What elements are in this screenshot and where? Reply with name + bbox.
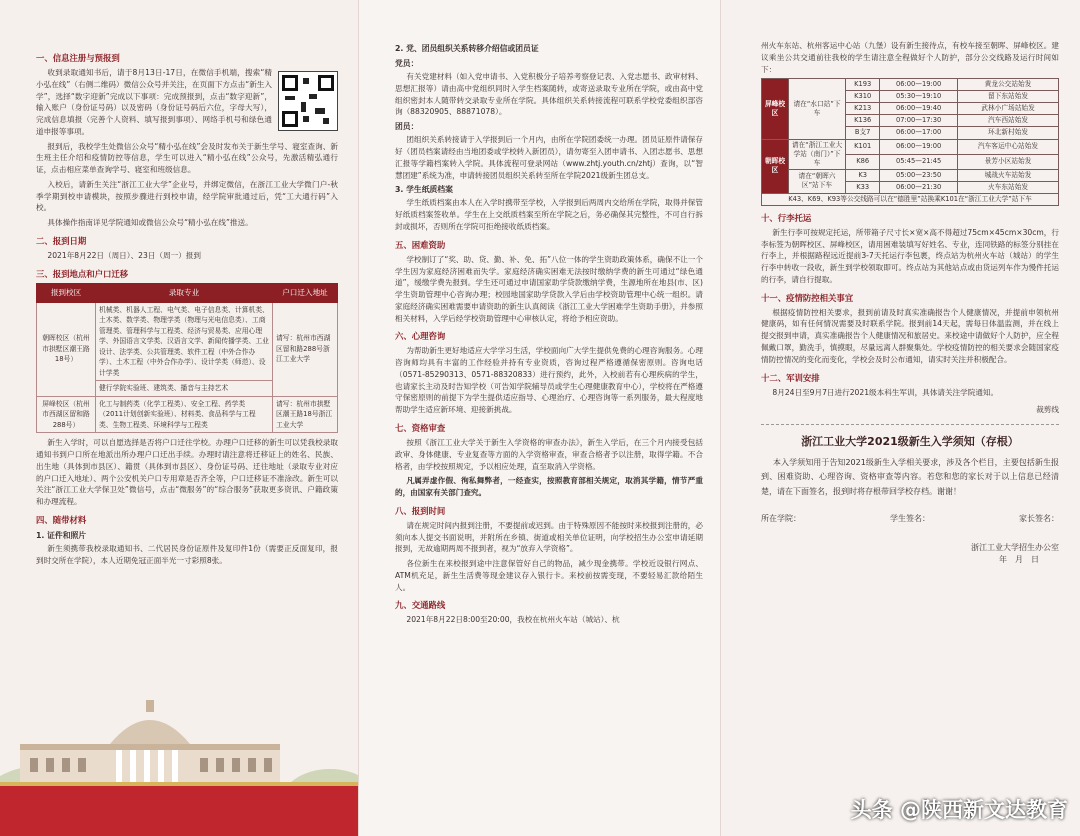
campus-cell: 朝晖校区 [762,139,789,193]
time-cell: 05:45—21:45 [880,154,958,169]
time-cell: 05:00—23:50 [880,169,958,181]
route-cell: K3 [846,169,880,181]
parent-signature-field[interactable]: 家长签名： [1019,514,1059,524]
campus-cell: 屏峰校区 [762,79,789,139]
counseling-paragraph: 为帮助新生更好地适应大学学习生活，学校面向广大学生提供免费的心理咨询服务。心理咨询师均具有丰富的工作经验并持有专业资质，咨询过程严格遵循保密原则。咨询电话（0571-85290313、0571-88320833）进行预约，此外，入校前若有心理疾病的学生，也请家长主动及时告知学校（可告知学院辅导员或学生心理健康教育中心），学校将在严格遵守保密原则的前提下为学生提供适应指导、心理治疗、心理咨询等一系列服务，最大程度地帮助学生适应新环境、迎接新挑战。 [395,346,703,415]
transfer-note-cell: K43、K69、K93等公交线路可以在“德胜里”站换乘K101在“浙江工业大学”站下车 [762,193,1059,205]
campus-building-illustration [0,686,358,836]
military-training-paragraph: 8月24日至9月7日进行2021级本科生军训，具体请关注学院通知。 [772,387,999,397]
table-header-majors: 录取专业 [96,283,273,302]
station-cell: 请在“朝晖六区”站下车 [789,169,846,193]
origin-cell: 汽车西站始发 [958,115,1059,127]
campus-majors-table [36,283,338,434]
table-cell-campus: 朝晖校区（杭州市拱墅区潮王路18号） [37,302,96,396]
time-cell: 06:00—19:00 [880,139,958,154]
section-title-materials: 四、随带材料 [36,514,87,525]
station-cell: 请在“水口站”下车 [789,79,846,139]
time-cell: 06:00—17:00 [880,127,958,139]
time-cell: 06:00—19:40 [880,103,958,115]
qualification-warning: 凡属弄虚作假、徇私舞弊者，一经查实，按照教育部相关规定，取消其学籍，情节严重的，由国家有关部门查究。 [395,476,703,498]
route-cell: K101 [846,139,880,154]
table-row [762,139,1059,154]
report-time-paragraph-1: 请在规定时间内报到注册，不要提前或迟到。由于特殊原因不能按时来校报到注册的，必须向本人提交书面说明，并附所在乡镇、街道或相关单位证明，向学校招生办公室申请延期报到，无故逾期两周不报到者，视为“放弃入学资格”。 [395,520,703,554]
table-cell-address: 请写：杭州市拱墅区潮王路18号浙江工业大学 [273,396,338,433]
route-cell: K213 [846,103,880,115]
signature-row [761,513,1059,525]
section-title-date: 二、报到日期 [36,235,87,246]
epidemic-paragraph: 根据疫情防控相关要求，报到前请及时真实准确报告个人健康情况，并提前申领杭州健康码，如有任何情况需要及时联系学院。报到前14天起，需每日体温监测，并在线上提交报到申请，真实准确报告个人健康情况和旅居史。来校途中请做好个人防护，应全程佩戴口罩，勤洗手，慎摸眼，尽量远离人群聚集处。学校疫情防控的相关要求会随国家疫情防控情况的变化而变化，学校会及时公布通知，请实时关注并积极配合。 [761,307,1059,364]
time-cell: 05:30—19:10 [880,91,958,103]
qualification-paragraph: 按照《浙江工业大学关于新生入学资格的审查办法》，新生入学后，在三个月内接受包括政审、身体健康、专业复查等方面的入学资格审查，审查合格者予以注册，取得学籍。不合格者，由学校按照规定，予以相应处理，直至取消入学资格。 [395,437,703,471]
registration-paragraph-2: 报到后，我校学生处微信公众号“精小弘在线”会及时发布关于新生学号、寝室查询、新生班主任介绍和疫情防控等信息，学生可以进入“精小弘在线”公众号，先激活精弘通行证，点击相应菜单查询学号、寝室和班级信息。 [36,141,338,175]
report-date-text: 2021年8月22日（周日）、23日（周一）报到 [47,250,201,260]
party-league-subtitle: 2. 党、团员组织关系转移介绍信或团员证 [395,44,539,53]
origin-cell: 黄龙公交站始发 [958,79,1059,91]
registration-paragraph-4: 具体操作指南详见学院通知或微信公众号“精小弘在线”推送。 [47,218,253,228]
route-cell: K33 [846,181,880,193]
table-cell-majors: 化工与制药类（化学工程类）、安全工程、药学类（2011计划创新实验班）、材料类、食品科学与工程类、生物工程类、环境科学与工程类 [96,396,273,433]
time-cell: 07:00—17:30 [880,115,958,127]
table-row [762,169,1059,181]
route-cell: K136 [846,115,880,127]
time-cell: 06:00—21:30 [880,181,958,193]
student-signature-field[interactable]: 学生签名： [890,514,930,524]
table-row [37,396,338,433]
watermark-text: 头条 @陕西新文达教育 [850,798,1068,822]
stub-title: 浙江工业大学2021级新生入学须知（存根） [801,435,1019,449]
student-file-paragraph: 学生纸质档案由本人在入学时携带至学校，入学报到后两周内交给所在学院，取得并保管好纸质档案签收单。学生在上交纸质档案至所在学院之后，务必确保其完整性，不可自行拆封或损坏，否则所在学院可拒绝接收纸质档案。 [395,198,703,231]
league-paragraph: 团组织关系转接请于入学报到后一个月内，由所在学院团委统一办理。团员证原件请保存好（团员档案请经由当地团委或学校转入新团员），请勿寄至入团申请书、入团志愿书、思想汇报等学籍档案转入学院。具体流程可登录网站（www.zhtj.youth.cn/zhtj）查询，以“智慧团建”系统为准，申请转接团员组织关系转至所在学院2021级新生团总支。 [395,135,703,180]
section-title-registration: 一、信息注册与预报到 [36,53,120,63]
time-cell: 06:00—19:00 [880,79,958,91]
party-label: 党员： [395,59,419,69]
table-cell-address: 请写：杭州市西湖区留和路288号浙江工业大学 [273,302,338,396]
section-title-qualification: 七、资格审查 [395,422,446,433]
origin-cell: 武林小广场站始发 [958,103,1059,115]
table-cell-majors: 健行学院实验班、建筑类、播音与主持艺术 [96,381,273,397]
materials-paragraph: 新生须携带我校录取通知书、二代居民身份证原件及复印件1份（需要正反面复印，报到时交所在学院），本人近期免冠正面半光一寸彩照8张。 [36,544,338,565]
route-cell: K86 [846,154,880,169]
section-title-counseling: 六、心理咨询 [395,331,446,342]
origin-cell: 景芳小区站始发 [958,154,1059,169]
column-left [0,0,358,836]
student-file-subtitle: 3. 学生纸质档案 [395,185,453,195]
route-cell: B支7 [846,127,880,139]
table-row [762,193,1059,205]
issuer-name: 浙江工业大学招生办公室 [971,542,1059,552]
household-migration-paragraph: 新生入学时，可以自愿选择是否将户口迁往学校。办理户口迁移的新生可以凭我校录取通知书到户口所在地派出所办理户口迁出手续。办理时请注意将迁移证上的姓名、民族、出生地（具体到市县区）、籍贯（具体到市县区）、身份证号码、迁往地址（录取专业对应的户口迁入地址）、两个公安机关户口专用章是否齐全等，户口迁移证不准涂改。新生可以关注“浙江工业大学保卫处”微信号，点击“微服务”的“综合服务”获取更多资讯、户籍政策和办理流程。 [36,438,338,507]
league-label: 团员： [395,122,419,132]
transport-continued-paragraph: 州火车东站、杭州客运中心站（九堡）设有新生接待点，有校车接至朝晖、屏峰校区。建议乘坐公共交通前往我校的学生请注意全程做好个人防护，部分公交线路及运行时间如下： [761,41,1059,74]
registration-paragraph-3: 入校后，请新生关注“浙江工业大学”企业号，并绑定微信，在浙江工业大学微门户-秋季学期到校申请模块，按照步骤进行到校申请，经学院审批通过后，凭“工大通行码”入校。 [36,179,338,213]
section-title-luggage: 十、行李托运 [761,212,812,223]
origin-cell: 火车东站始发 [958,181,1059,193]
section-title-location: 三、报到地点和户口迁移 [36,268,129,279]
table-header-campus: 报到校区 [37,283,96,302]
origin-cell: 环北新村始发 [958,127,1059,139]
section-title-report-time: 八、报到时间 [395,505,446,516]
materials-subtitle: 1. 证件和照片 [36,530,87,540]
registration-paragraph-1: 收到录取通知书后，请于8月13日-17日，在微信手机端，搜索“精小弘在线”（右侧二维码）微信公众号并关注，在页面下方点击“新生入学”，选择“数字迎新”完成以下事项：完成预报到，点击“数字迎新”，输入账户（身份证号码）以及密码（身份证号码后六位，字母大写），完成信息填报（完善个人资料、填写报到事项）、网络手机号和绿色通道申报等事项。 [36,68,272,136]
table-row [762,79,1059,91]
college-signature-field[interactable]: 所在学院： [761,514,801,524]
stub-paragraph: 本入学须知用于告知2021级新生入学相关要求，涉及各个栏目，主要包括新生报到、困难资助、心理咨询、资格审查等内容。若您和您的家长对于以上信息已经清楚，请在下面签名，报到时将存根带回学校存档。谢谢！ [761,458,1059,496]
cut-line-label: 裁剪线 [1036,405,1059,415]
table-header-address: 户口迁入地址 [273,283,338,302]
station-cell: 请在“浙江工业大学站（南门）”下车 [789,139,846,169]
bus-route-table [761,78,1059,206]
section-title-epidemic: 十一、疫情防控相关事宜 [761,292,854,303]
origin-cell: 留下东站始发 [958,91,1059,103]
report-time-paragraph-2: 各位新生在来校报到途中注意保管好自己的物品，减少现金携带。学校近设银行网点、ATM机充足，新生生活费等现金建议存入银行卡。来校前按需变现，不要轻易汇款给陌生人。 [395,559,703,592]
party-paragraph: 有关党建材料（如入党申请书、入党积极分子培养考察登记表、入党志愿书、政审材料、思想汇报等）请由高中党组织同时入学生档案随转，或寄送录取专业所在学院，或由高中党组织密封本人随带转交录取专业所在学院。具体组织关系转接流程可联系学校党委组织部咨询（88320905、88871078）。 [395,72,703,117]
route-cell: K193 [846,79,880,91]
section-title-financial-aid: 五、困难资助 [395,239,446,250]
column-right [720,0,1080,836]
route-cell: K310 [846,91,880,103]
financial-aid-paragraph: 学校制订了“奖、助、贷、勤、补、免、拓”八位一体的学生资助政策体系，确保不让一个学生因为家庭经济困难而失学。家庭经济确实困难无法按时缴纳学费的新生可通过“绿色通道”，缓缴学费先报到。学生还可通过申请国家助学贷款缴纳学费，生源地所在地县(市、区)学生资助管理中心咨询办理；校园地国家助学贷款入学后由学校资助管理中心统一组织。请家庭经济确实困难需要申请资助的新生认真阅读《浙江工业大学困难学生资助手册》，并参照相关材料，入学后经学校资助管理中心审核认定，将给予相应资助。 [395,254,703,323]
table-cell-majors: 机械类、机器人工程、电气类、电子信息类、计算机类、土木类、数学类、物理学类（物理与光电信息类）、工商管理类、管理科学与工程类、经济与贸易类、应用心理学、外国语言文学类、汉语言文学、新闻传播学类、工业设计、法学类、公共管理类、软件工程（中外合作办学）、土木工程（中外合作办学）、设计学类（师范）、设计学类 [96,302,273,381]
section-title-transport: 九、交通路线 [395,600,446,611]
origin-cell: 城战火车站始发 [958,169,1059,181]
origin-cell: 汽车客运中心站始发 [958,139,1059,154]
transport-paragraph: 2021年8月22日8:00至20:00，我校在杭州火车站（城站）、杭 [406,615,620,625]
qr-code-icon [278,71,338,131]
luggage-paragraph: 新生行李可按规定托运，所带箱子尺寸长×宽×高不得超过75cm×45cm×30cm，行李标签为朝晖校区、屏峰校区，请用困难装填写好姓名、专业，连同铁路的标签分别挂在行李上，并根据路程远近提前3-7天托运行李包裹，终点站为杭州火车站（城站）的学生行李中转收一段收，新生到学校领取即可。终点站为其他站点或由货运列车作为慢件托运的行李，请自行提取。 [761,227,1059,284]
cut-line [761,424,1059,425]
column-middle [358,0,721,836]
table-row [37,302,338,381]
issue-date: 年 月 日 [999,555,1039,565]
table-cell-campus: 屏峰校区（杭州市西湖区留和路288号） [37,396,96,433]
section-title-military-training: 十二、军训安排 [761,372,820,383]
